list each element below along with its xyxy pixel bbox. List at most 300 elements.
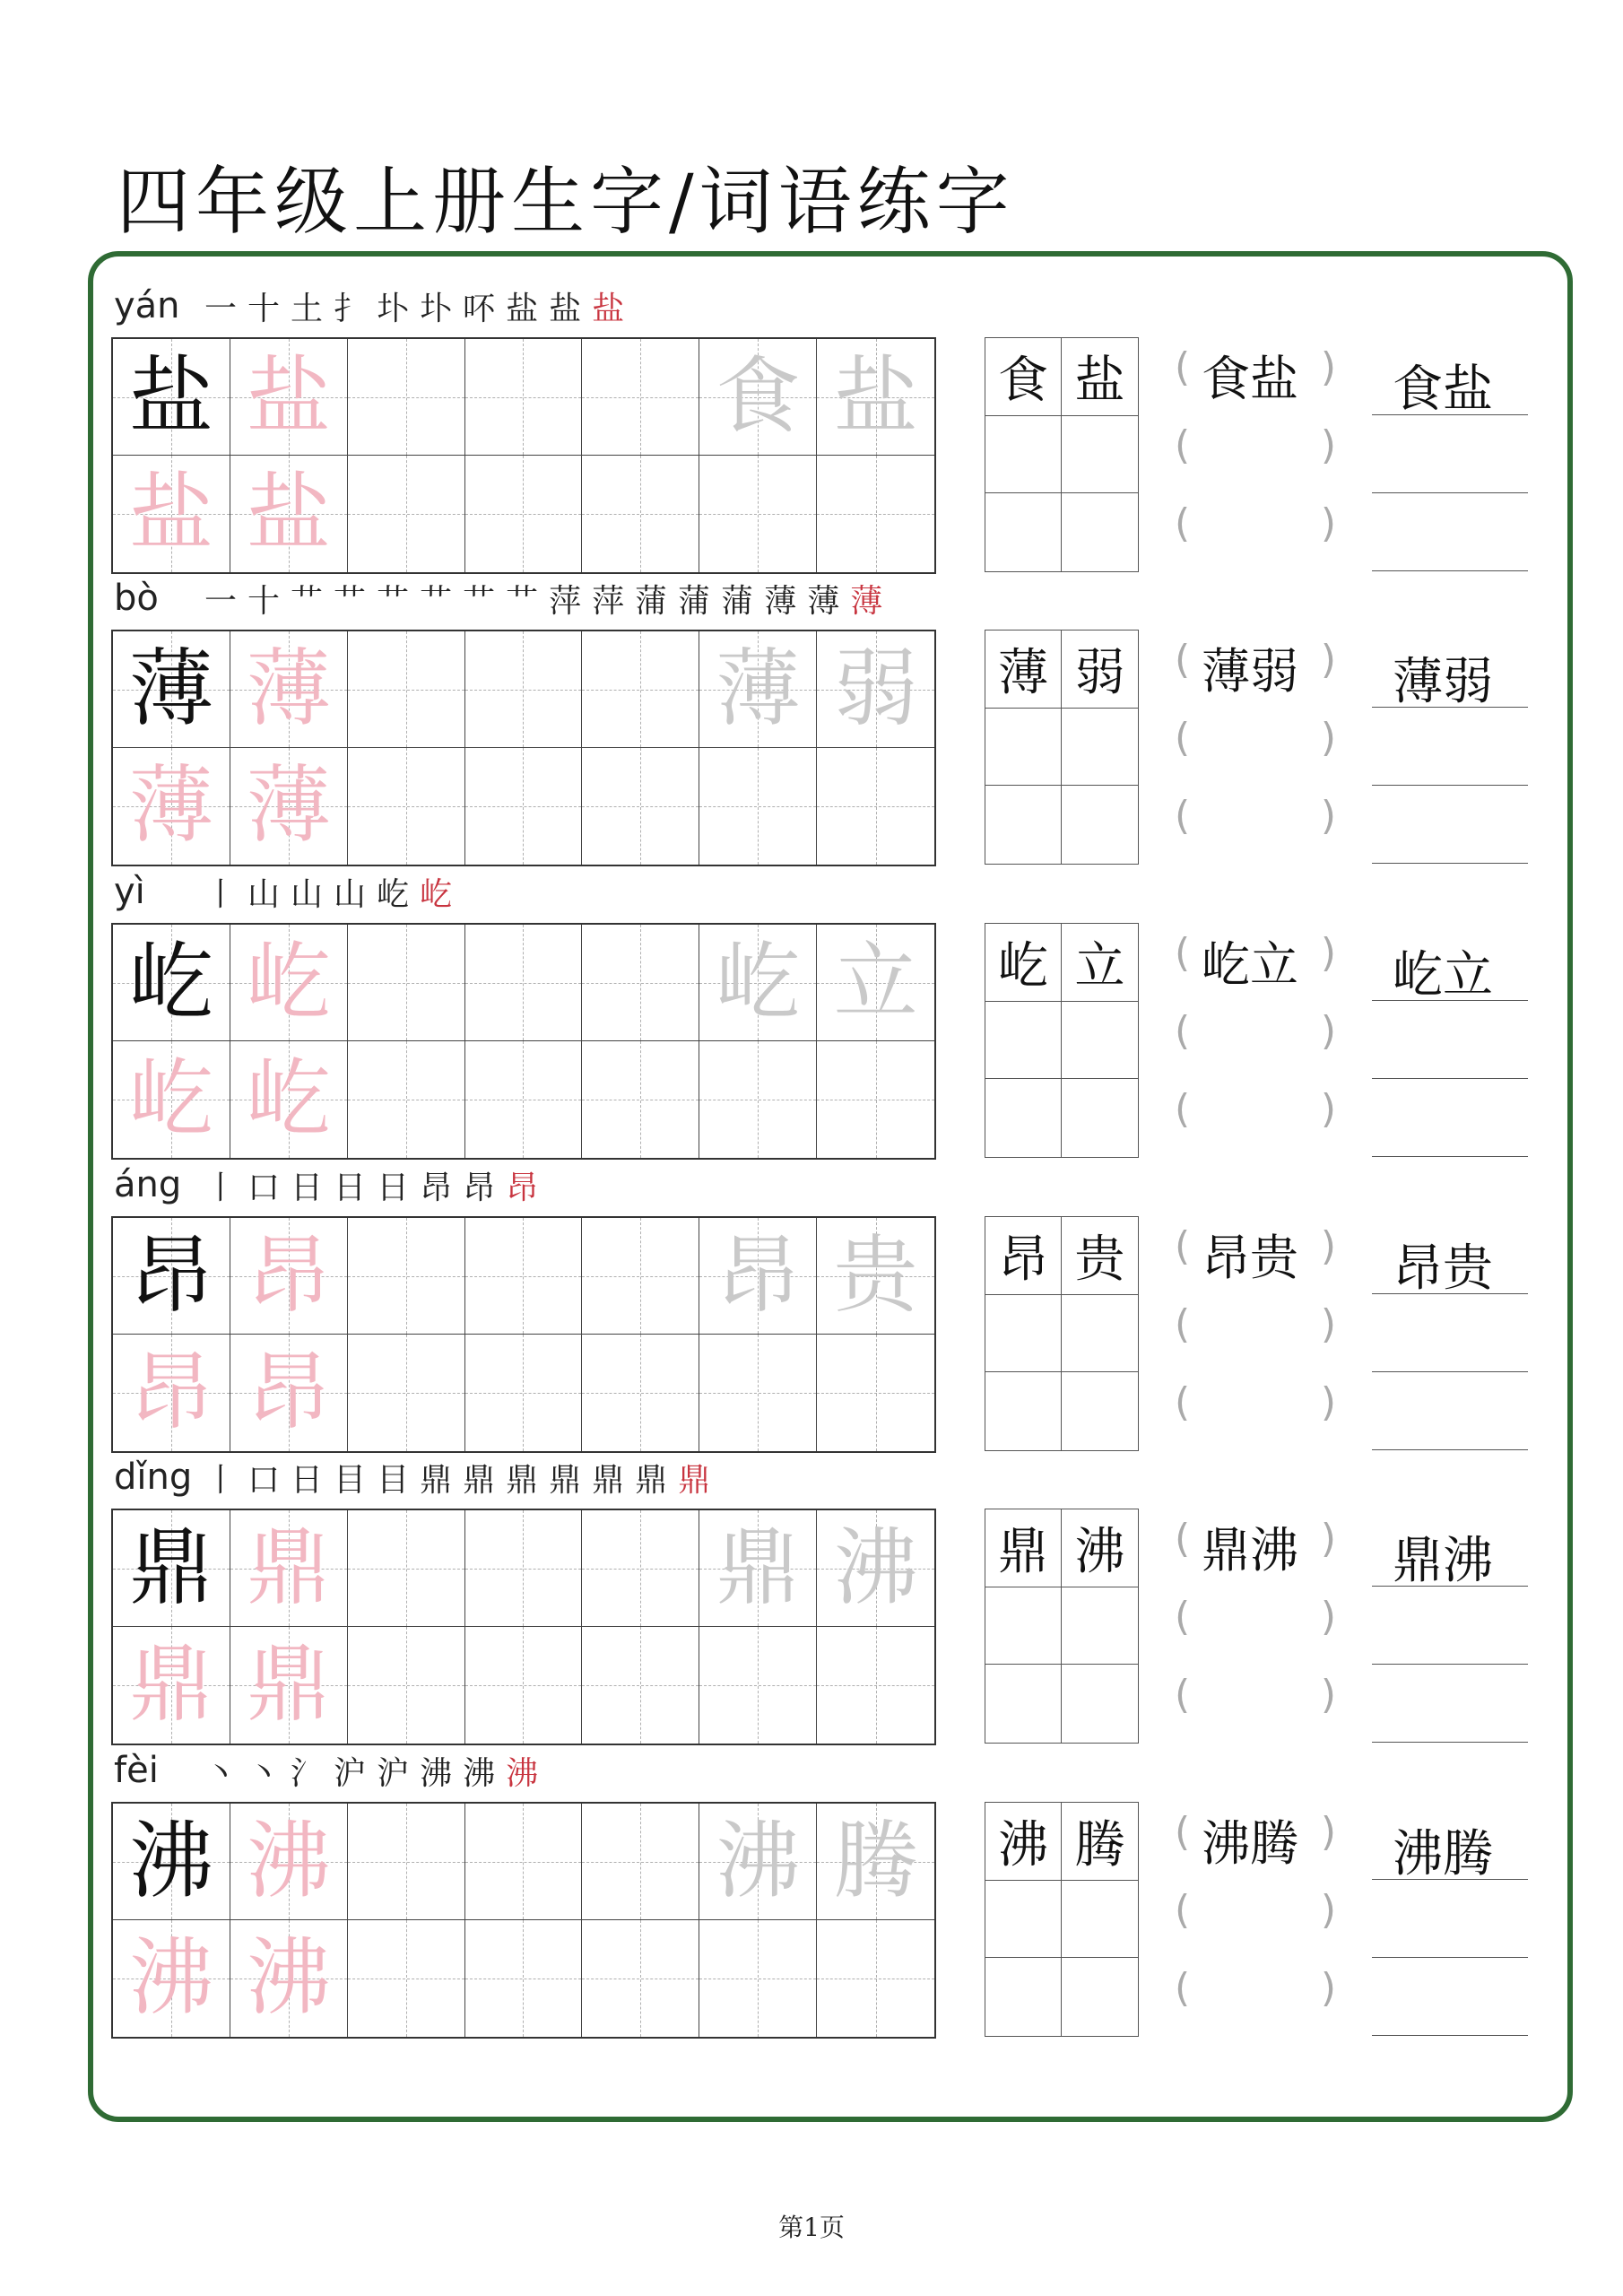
writing-cell[interactable]	[348, 1218, 465, 1335]
word-cell[interactable]	[1062, 1295, 1138, 1373]
hint-character: 鼎	[716, 1518, 801, 1617]
writing-cell[interactable]	[699, 1627, 817, 1744]
trace-character: 昂	[246, 1344, 331, 1441]
character-section	[0, 1744, 1623, 2042]
writing-cell[interactable]	[582, 1627, 699, 1744]
hint-character: 盐	[833, 347, 918, 446]
trace-character: 盐	[246, 347, 331, 446]
writing-cell[interactable]	[113, 925, 230, 1041]
paren-blank[interactable]	[1175, 415, 1336, 487]
writing-cell[interactable]	[817, 748, 934, 865]
writing-cell[interactable]	[230, 631, 348, 748]
word-cell[interactable]	[985, 493, 1062, 571]
writing-cell[interactable]	[113, 631, 230, 748]
character-section	[0, 865, 1623, 1163]
stroke-step: 目	[334, 1461, 367, 1499]
stroke-step: 薄	[807, 582, 840, 620]
line-word: 屹立	[1393, 946, 1493, 1004]
writing-cell[interactable]	[113, 1627, 230, 1744]
paren-blank[interactable]	[1175, 1079, 1336, 1151]
writing-cell[interactable]	[699, 1041, 817, 1158]
stroke-step: 口	[247, 1461, 281, 1499]
write-line[interactable]	[1372, 1293, 1528, 1294]
line-word: 鼎沸	[1393, 1532, 1493, 1590]
right-paren: )	[1320, 1379, 1336, 1425]
paren-blank[interactable]	[1175, 1372, 1336, 1444]
writing-cell[interactable]	[582, 748, 699, 865]
writing-cell[interactable]	[699, 925, 817, 1041]
writing-grid	[111, 1216, 936, 1453]
write-line[interactable]	[1372, 1957, 1528, 1958]
right-paren: )	[1320, 1301, 1336, 1347]
word-cell[interactable]: 立	[1062, 924, 1138, 1002]
writing-cell[interactable]	[348, 631, 465, 748]
writing-cell[interactable]	[582, 456, 699, 572]
word-cell[interactable]	[985, 416, 1062, 494]
writing-cell[interactable]	[348, 1041, 465, 1158]
stroke-step: 山	[247, 875, 281, 913]
stroke-step: 吥	[463, 290, 496, 327]
left-paren: (	[1175, 1887, 1191, 1933]
trace-character: 薄	[246, 757, 331, 855]
word-cell[interactable]	[1062, 493, 1138, 571]
writing-cell[interactable]	[699, 1335, 817, 1451]
word-cell[interactable]	[1062, 1587, 1138, 1665]
write-line[interactable]	[1372, 1879, 1528, 1880]
writing-cell[interactable]	[699, 631, 817, 748]
stroke-order	[204, 1744, 549, 1796]
word-cell[interactable]	[985, 1079, 1062, 1157]
writing-cell[interactable]	[230, 1218, 348, 1335]
word-cell[interactable]	[985, 1372, 1062, 1450]
pinyin-label: bò	[114, 578, 159, 619]
line-word: 薄弱	[1393, 653, 1493, 711]
left-paren: (	[1175, 1008, 1191, 1054]
left-paren: (	[1175, 1379, 1191, 1425]
writing-cell[interactable]	[817, 456, 934, 572]
word-cell[interactable]: 腾	[1062, 1803, 1138, 1881]
writing-cell[interactable]	[582, 925, 699, 1041]
right-paren: )	[1320, 344, 1336, 390]
right-paren: )	[1320, 500, 1336, 546]
stroke-step: 鼎	[678, 1461, 711, 1499]
stroke-step: 鼎	[549, 1461, 582, 1499]
paren-word: 屹立	[1202, 936, 1298, 993]
page-number: 第1页	[778, 2213, 845, 2242]
paren-blank[interactable]	[1175, 1216, 1336, 1288]
write-line[interactable]	[1372, 1449, 1528, 1450]
hint-character: 立	[833, 933, 918, 1031]
stroke-step: 日	[334, 1169, 367, 1206]
writing-cell[interactable]	[465, 748, 583, 865]
paren-blank[interactable]	[1175, 1665, 1336, 1736]
writing-cell[interactable]	[465, 925, 583, 1041]
stroke-step: 一	[204, 290, 238, 327]
word-cell[interactable]	[985, 1295, 1062, 1373]
writing-grid	[111, 1802, 936, 2039]
write-line[interactable]	[1372, 1156, 1528, 1157]
word-cell[interactable]: 沸	[985, 1803, 1062, 1881]
stroke-step: 盐	[592, 290, 625, 327]
paren-blank[interactable]	[1175, 1587, 1336, 1658]
paren-blank[interactable]	[1175, 1958, 1336, 2030]
stroke-order	[204, 572, 893, 624]
stroke-step: 山	[291, 875, 324, 913]
stroke-step: 目	[377, 1461, 410, 1499]
stroke-step: 艹	[506, 582, 539, 620]
trace-character: 沸	[246, 1812, 331, 1910]
stroke-step: 萍	[549, 582, 582, 620]
hint-character: 沸	[716, 1812, 801, 1910]
hint-character: 贵	[833, 1226, 918, 1325]
word-cell[interactable]	[1062, 1002, 1138, 1080]
writing-cell[interactable]	[348, 1627, 465, 1744]
write-line[interactable]	[1372, 863, 1528, 864]
right-paren: )	[1320, 1008, 1336, 1054]
writing-cell[interactable]	[817, 1218, 934, 1335]
writing-cell[interactable]	[348, 456, 465, 572]
paren-blank[interactable]	[1175, 1802, 1336, 1874]
word-grid	[985, 923, 1139, 1158]
writing-cell[interactable]	[582, 339, 699, 456]
word-grid	[985, 1509, 1139, 1744]
right-paren: )	[1320, 1223, 1336, 1269]
word-cell[interactable]: 薄	[985, 631, 1062, 709]
word-cell[interactable]	[985, 1587, 1062, 1665]
writing-cell[interactable]	[230, 1804, 348, 1920]
writing-cell[interactable]	[817, 1041, 934, 1158]
left-paren: (	[1175, 422, 1191, 468]
word-grid	[985, 630, 1139, 865]
paren-blank[interactable]	[1175, 1294, 1336, 1366]
word-cell[interactable]	[985, 1881, 1062, 1959]
writing-cell[interactable]	[113, 1804, 230, 1920]
stroke-step: 沸	[463, 1754, 496, 1792]
writing-cell[interactable]	[348, 925, 465, 1041]
writing-cell[interactable]	[699, 748, 817, 865]
writing-cell[interactable]	[230, 339, 348, 456]
writing-cell[interactable]	[465, 1510, 583, 1627]
word-cell[interactable]	[1062, 709, 1138, 787]
writing-cell[interactable]	[348, 1804, 465, 1920]
word-cell[interactable]	[1062, 1372, 1138, 1450]
writing-cell[interactable]	[817, 1510, 934, 1627]
writing-cell[interactable]	[230, 456, 348, 572]
trace-character: 鼎	[246, 1636, 331, 1734]
right-paren: )	[1320, 1594, 1336, 1639]
right-paren: )	[1320, 637, 1336, 683]
writing-cell[interactable]	[465, 456, 583, 572]
line-word: 沸腾	[1393, 1825, 1493, 1883]
left-paren: (	[1175, 1516, 1191, 1561]
write-line[interactable]	[1372, 1078, 1528, 1079]
paren-word: 沸腾	[1202, 1815, 1298, 1872]
writing-cell[interactable]	[582, 1804, 699, 1920]
write-line[interactable]	[1372, 1000, 1528, 1001]
stroke-step: 艹	[463, 582, 496, 620]
stroke-step: 十	[247, 290, 281, 327]
word-cell[interactable]	[985, 1665, 1062, 1743]
writing-cell[interactable]	[699, 456, 817, 572]
trace-character: 昂	[246, 1226, 331, 1325]
writing-cell[interactable]	[230, 925, 348, 1041]
writing-grid	[111, 1509, 936, 1745]
word-cell[interactable]	[1062, 416, 1138, 494]
pinyin-label: áng	[114, 1164, 182, 1205]
stroke-step: 圤	[420, 290, 453, 327]
stroke-step: 沸	[420, 1754, 453, 1792]
left-paren: (	[1175, 930, 1191, 976]
writing-cell[interactable]	[113, 1218, 230, 1335]
stroke-step: 昂	[463, 1169, 496, 1206]
writing-cell[interactable]	[348, 748, 465, 865]
word-cell[interactable]	[1062, 1958, 1138, 2036]
word-grid	[985, 337, 1139, 572]
word-grid	[985, 1802, 1139, 2037]
left-paren: (	[1175, 1809, 1191, 1855]
stroke-step: 艹	[420, 582, 453, 620]
paren-word: 食盐	[1202, 351, 1298, 407]
word-cell[interactable]	[985, 1958, 1062, 2036]
word-cell[interactable]	[1062, 1881, 1138, 1959]
writing-cell[interactable]	[817, 339, 934, 456]
writing-cell[interactable]	[230, 1920, 348, 2037]
paren-blank[interactable]	[1175, 923, 1336, 995]
word-cell[interactable]: 沸	[1062, 1509, 1138, 1587]
word-cell[interactable]	[985, 1002, 1062, 1080]
word-cell[interactable]: 鼎	[985, 1509, 1062, 1587]
writing-cell[interactable]	[817, 1627, 934, 1744]
writing-cell[interactable]	[113, 339, 230, 456]
stroke-step: 沪	[377, 1754, 410, 1792]
trace-character: 沸	[246, 1929, 331, 2027]
write-line[interactable]	[1372, 1664, 1528, 1665]
character-section	[0, 1159, 1623, 1457]
writing-cell[interactable]	[582, 1335, 699, 1451]
hint-character: 沸	[833, 1518, 918, 1617]
stroke-order	[204, 865, 463, 918]
writing-cell[interactable]	[465, 1041, 583, 1158]
hint-character: 屹	[716, 933, 801, 1031]
character-section	[0, 280, 1623, 578]
writing-cell[interactable]	[699, 1218, 817, 1335]
pinyin-label: yì	[114, 871, 145, 912]
model-character: 沸	[128, 1812, 213, 1910]
right-paren: )	[1320, 1672, 1336, 1718]
trace-character: 屹	[128, 1050, 213, 1148]
stroke-step: 鼎	[420, 1461, 453, 1499]
stroke-step: 薄	[850, 582, 883, 620]
writing-cell[interactable]	[582, 1041, 699, 1158]
paren-word: 昂贵	[1202, 1230, 1298, 1286]
stroke-step: 日	[291, 1169, 324, 1206]
trace-character: 薄	[246, 639, 331, 738]
paren-blank[interactable]	[1175, 708, 1336, 779]
stroke-step: 萍	[592, 582, 625, 620]
write-line[interactable]	[1372, 492, 1528, 493]
line-word: 昂贵	[1393, 1239, 1493, 1298]
right-paren: )	[1320, 1809, 1336, 1855]
stroke-step: 山	[334, 875, 367, 913]
trace-character: 鼎	[246, 1518, 331, 1617]
word-cell[interactable]: 屹	[985, 924, 1062, 1002]
right-paren: )	[1320, 422, 1336, 468]
writing-cell[interactable]	[465, 631, 583, 748]
writing-cell[interactable]	[817, 1804, 934, 1920]
stroke-step: 蒲	[678, 582, 711, 620]
writing-cell[interactable]	[817, 1920, 934, 2037]
trace-character: 盐	[246, 465, 331, 562]
writing-grid	[111, 337, 936, 574]
stroke-step: 屹	[377, 875, 410, 913]
right-paren: )	[1320, 793, 1336, 839]
writing-cell[interactable]	[465, 1335, 583, 1451]
write-line[interactable]	[1372, 1371, 1528, 1372]
left-paren: (	[1175, 637, 1191, 683]
writing-cell[interactable]	[582, 631, 699, 748]
stroke-step: 丨	[204, 1169, 238, 1206]
paren-blank[interactable]	[1175, 493, 1336, 565]
right-paren: )	[1320, 930, 1336, 976]
paren-word: 鼎沸	[1202, 1522, 1298, 1578]
stroke-step: 昂	[506, 1169, 539, 1206]
stroke-step: 氵	[291, 1754, 324, 1792]
stroke-step: 一	[204, 582, 238, 620]
word-cell[interactable]	[1062, 1079, 1138, 1157]
stroke-step: 鼎	[506, 1461, 539, 1499]
stroke-step: 丶	[204, 1754, 238, 1792]
writing-cell[interactable]	[465, 1920, 583, 2037]
write-line[interactable]	[1372, 2035, 1528, 2036]
paren-blank[interactable]	[1175, 786, 1336, 857]
stroke-step: 艹	[377, 582, 410, 620]
hint-character: 腾	[833, 1812, 918, 1910]
stroke-step: 日	[291, 1461, 324, 1499]
writing-cell[interactable]	[817, 1335, 934, 1451]
stroke-step: 圤	[377, 290, 410, 327]
writing-cell[interactable]	[817, 925, 934, 1041]
writing-cell[interactable]	[113, 1335, 230, 1451]
word-cell[interactable]: 弱	[1062, 631, 1138, 709]
word-cell[interactable]: 盐	[1062, 338, 1138, 416]
writing-cell[interactable]	[230, 1510, 348, 1627]
left-paren: (	[1175, 500, 1191, 546]
writing-cell[interactable]	[699, 1804, 817, 1920]
stroke-step: 蒲	[635, 582, 668, 620]
model-character: 盐	[128, 347, 213, 446]
writing-cell[interactable]	[230, 1335, 348, 1451]
left-paren: (	[1175, 1301, 1191, 1347]
writing-cell[interactable]	[348, 339, 465, 456]
writing-cell[interactable]	[230, 1627, 348, 1744]
writing-cell[interactable]	[113, 456, 230, 572]
write-line[interactable]	[1372, 785, 1528, 786]
writing-cell[interactable]	[113, 1510, 230, 1627]
stroke-step: 盐	[549, 290, 582, 327]
writing-cell[interactable]	[582, 1920, 699, 2037]
writing-cell[interactable]	[348, 1335, 465, 1451]
right-paren: )	[1320, 1516, 1336, 1561]
writing-cell[interactable]	[582, 1510, 699, 1627]
stroke-order	[204, 1159, 549, 1211]
write-line[interactable]	[1372, 414, 1528, 415]
writing-cell[interactable]	[113, 1920, 230, 2037]
writing-cell[interactable]	[699, 1920, 817, 2037]
writing-cell[interactable]	[465, 1218, 583, 1335]
writing-cell[interactable]	[817, 631, 934, 748]
paren-blank[interactable]	[1175, 337, 1336, 409]
write-line[interactable]	[1372, 1586, 1528, 1587]
model-character: 屹	[128, 933, 213, 1031]
writing-cell[interactable]	[113, 748, 230, 865]
left-paren: (	[1175, 715, 1191, 761]
left-paren: (	[1175, 1086, 1191, 1132]
character-section	[0, 1451, 1623, 1749]
word-cell[interactable]: 昂	[985, 1217, 1062, 1295]
writing-cell[interactable]	[465, 1804, 583, 1920]
model-character: 鼎	[128, 1518, 213, 1617]
word-cell[interactable]	[1062, 786, 1138, 864]
paren-blank[interactable]	[1175, 1880, 1336, 1952]
left-paren: (	[1175, 344, 1191, 390]
stroke-step: 鼎	[592, 1461, 625, 1499]
writing-cell[interactable]	[113, 1041, 230, 1158]
writing-cell[interactable]	[348, 1920, 465, 2037]
stroke-step: 鼎	[635, 1461, 668, 1499]
writing-cell[interactable]	[699, 1510, 817, 1627]
writing-cell[interactable]	[699, 339, 817, 456]
paren-word: 薄弱	[1202, 643, 1298, 700]
hint-character: 昂	[716, 1226, 801, 1325]
word-cell[interactable]	[985, 786, 1062, 864]
left-paren: (	[1175, 793, 1191, 839]
stroke-step: 昂	[420, 1169, 453, 1206]
write-line[interactable]	[1372, 707, 1528, 708]
right-paren: )	[1320, 1887, 1336, 1933]
paren-blank[interactable]	[1175, 1001, 1336, 1073]
writing-cell[interactable]	[582, 1218, 699, 1335]
word-cell[interactable]: 食	[985, 338, 1062, 416]
hint-character: 薄	[716, 639, 801, 738]
trace-character: 屹	[246, 933, 331, 1031]
write-line[interactable]	[1372, 570, 1528, 571]
stroke-step: 丶	[247, 1754, 281, 1792]
word-cell[interactable]: 贵	[1062, 1217, 1138, 1295]
word-grid	[985, 1216, 1139, 1451]
writing-grid	[111, 630, 936, 866]
stroke-step: 屹	[420, 875, 453, 913]
trace-character: 鼎	[128, 1636, 213, 1734]
stroke-step: 土	[291, 290, 324, 327]
word-cell[interactable]	[1062, 1665, 1138, 1743]
right-paren: )	[1320, 1086, 1336, 1132]
model-character: 薄	[128, 639, 213, 738]
trace-character: 沸	[128, 1929, 213, 2027]
writing-cell[interactable]	[230, 748, 348, 865]
write-line[interactable]	[1372, 1742, 1528, 1743]
writing-cell[interactable]	[348, 1510, 465, 1627]
paren-blank[interactable]	[1175, 1509, 1336, 1580]
right-paren: )	[1320, 715, 1336, 761]
pinyin-label: yán	[114, 285, 180, 326]
paren-blank[interactable]	[1175, 630, 1336, 701]
left-paren: (	[1175, 1594, 1191, 1639]
writing-cell[interactable]	[465, 1627, 583, 1744]
writing-cell[interactable]	[230, 1041, 348, 1158]
writing-cell[interactable]	[465, 339, 583, 456]
word-cell[interactable]	[985, 709, 1062, 787]
trace-character: 盐	[128, 465, 213, 562]
